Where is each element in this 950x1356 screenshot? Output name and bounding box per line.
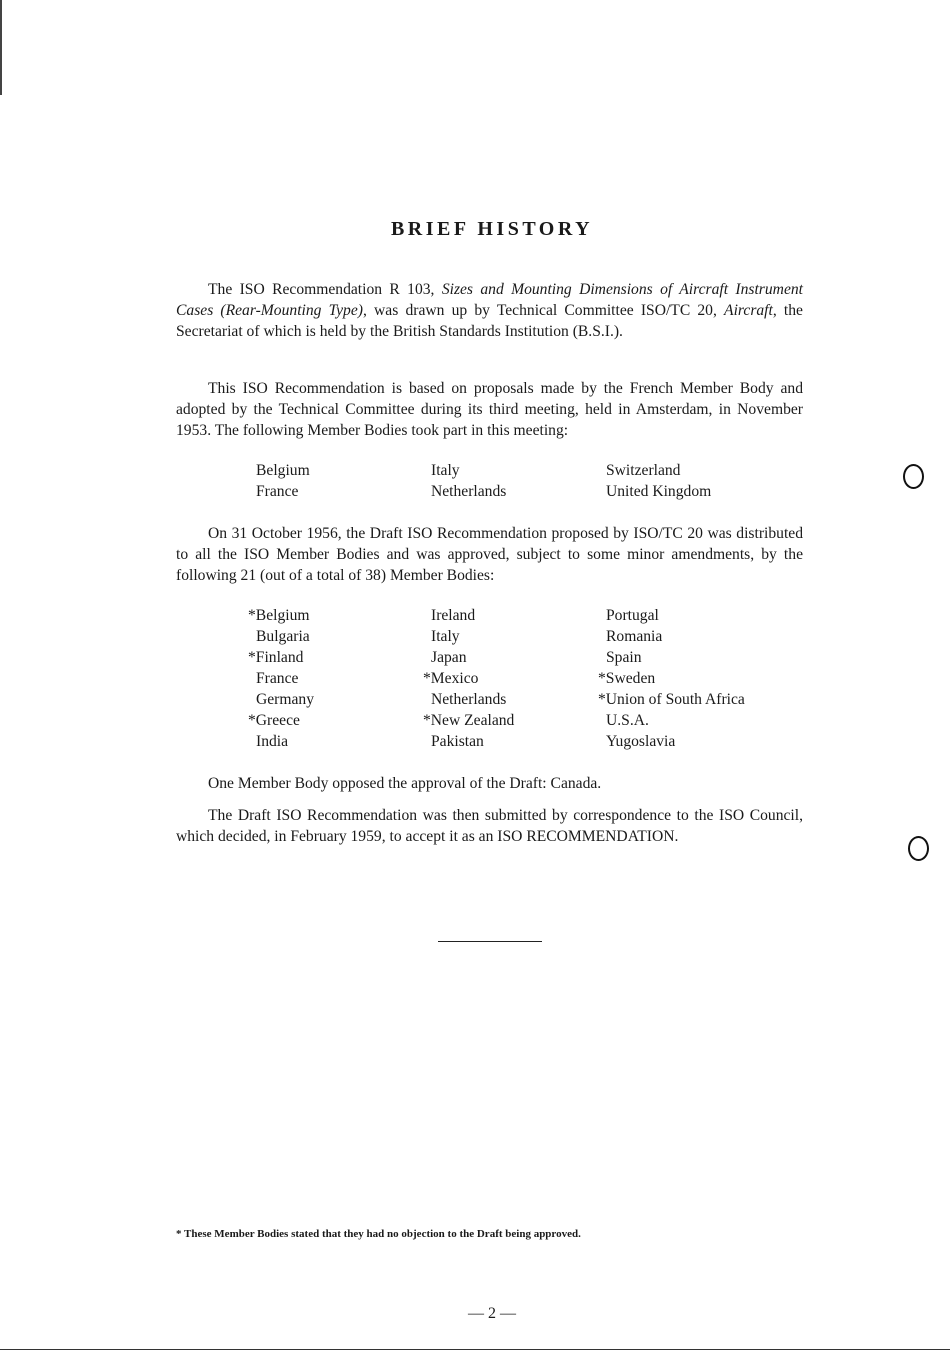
list-item: *Finland [248,649,304,666]
list-item: Yugoslavia [606,733,676,750]
list-item: Japan [431,649,467,666]
list-item: France [256,483,299,500]
list-item: *Greece [248,712,300,729]
intro-text-2: , was drawn up by Technical Committee ISO/TC 20, [362,302,725,319]
list-item: Italy [431,628,460,645]
list-item: U.S.A. [606,712,649,729]
footnote: * These Member Bodies stated that they had no objection to the Draft being approved. [176,1228,581,1240]
opposition-text: One Member Body opposed the approval of the Draft: Canada. [208,775,602,792]
page-title: BRIEF HISTORY [390,218,594,240]
list-item: *Belgium [248,607,310,624]
meeting-members-col3 [606,460,711,502]
list-item: India [256,733,289,750]
section-separator [438,941,542,942]
approving-members-col2 [423,605,514,752]
approving-members-col1 [248,605,314,752]
punch-hole-icon [903,464,924,489]
page-number: — 2 — [468,1305,516,1322]
paragraph-council [176,805,803,847]
list-item: Ireland [431,607,476,624]
list-item: Netherlands [431,483,507,500]
list-item: Romania [606,628,663,645]
intro-text-3: , the Secretariat of which is held by the British Standards Institution (B.S.I.). [176,302,803,340]
meeting-members-col1 [256,460,310,502]
meeting-members-col2 [431,460,506,502]
list-item: France [256,670,299,687]
list-item: Belgium [256,462,310,479]
intro-italic-title: Sizes and Mounting Dimensions of Aircraft Instrument Cases (Rear-Mounting Type) [176,281,803,319]
intro-italic-committee: Aircraft [724,302,773,319]
intro-text-1: The ISO Recommendation R 103, [208,281,442,298]
approving-members-col3 [598,605,745,752]
list-item: Germany [256,691,315,708]
list-item: Pakistan [431,733,484,750]
paragraph-opposition [176,773,803,794]
paragraph-intro [176,279,803,342]
list-item: Netherlands [431,691,507,708]
list-item: Italy [431,462,460,479]
list-item: *Sweden [598,670,656,687]
list-item: *Mexico [423,670,479,687]
list-item: *Union of South Africa [598,691,745,708]
paragraph-proposals [176,378,803,441]
list-item: United Kingdom [606,483,712,500]
list-item: Bulgaria [256,628,310,645]
list-item: Switzerland [606,462,681,479]
paragraph-distribution [176,523,803,586]
scan-left-edge [0,0,2,95]
list-item: Spain [606,649,642,666]
council-text: The Draft ISO Recommendation was then submitted by correspondence to the ISO Council, which decided, in February 1959, to accept it as an ISO RECOMMENDATION. [176,807,803,845]
list-item: *New Zealand [423,712,515,729]
list-item: Portugal [606,607,659,624]
distribution-text: On 31 October 1956, the Draft ISO Recommendation proposed by ISO/TC 20 was distributed to all the ISO Member Bodies and was approved, subject to some minor amendments, by the following 21 (out of a total of 38) Member Bodies: [176,525,803,584]
proposals-text: This ISO Recommendation is based on proposals made by the French Member Body and adopted by the Technical Committee during its third meeting, held in Amsterdam, in November 1953. The following Member Bodies took part in this meeting: [176,380,803,439]
punch-hole-icon [908,836,929,861]
bottom-rule [0,1349,950,1350]
